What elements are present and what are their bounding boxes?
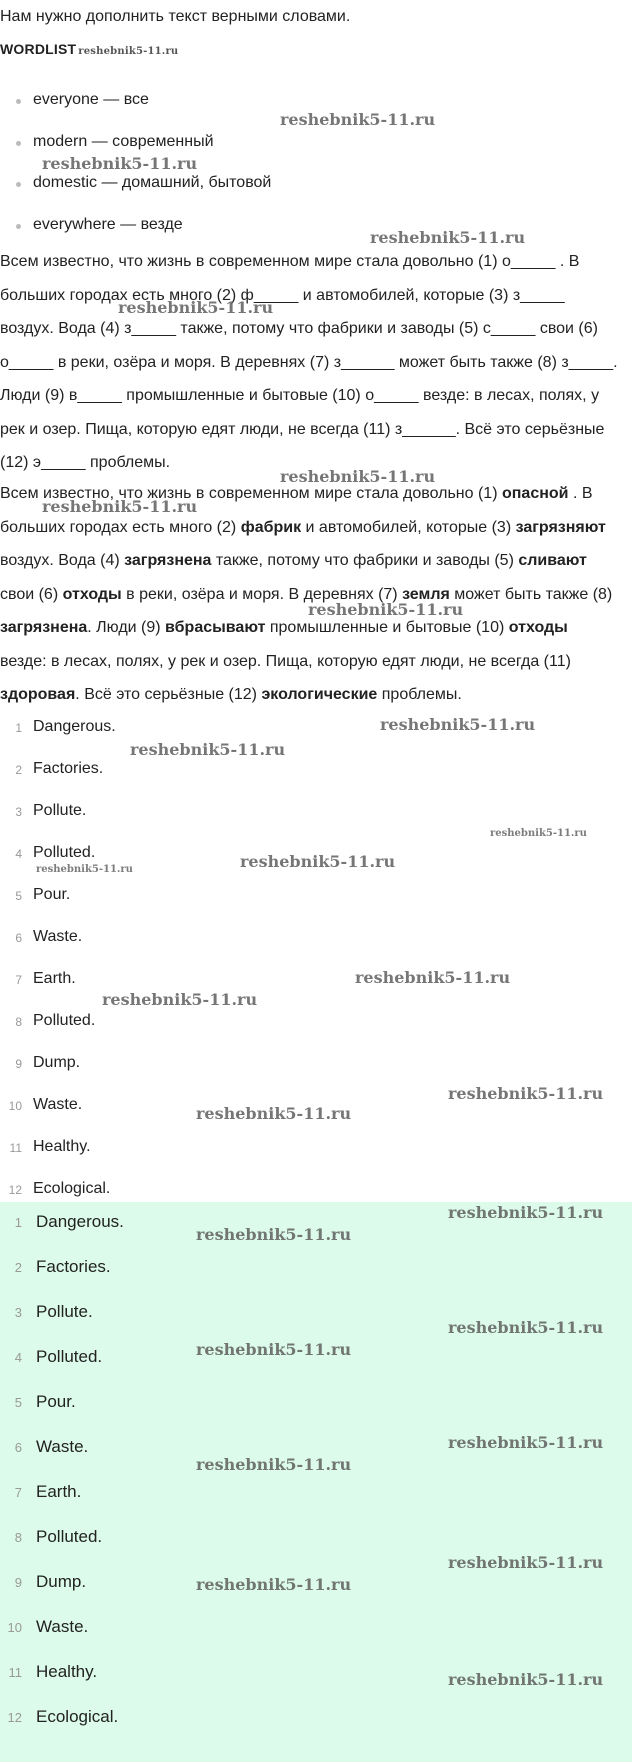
item-number: 11 [9, 1141, 22, 1155]
answer-text-segment: свои (6) [0, 585, 63, 603]
answer-text-segment: проблемы. [377, 686, 462, 703]
watermark: reshebnik5-11.ru [380, 715, 536, 734]
item-number: 7 [15, 973, 22, 987]
watermark: reshebnik5-11.ru [280, 110, 436, 129]
item-number: 10 [7, 1620, 22, 1635]
item-text: Dump. [36, 1572, 87, 1591]
item-text: Earth. [33, 970, 76, 987]
answer-text-segment: . Люди (9) [87, 619, 166, 636]
watermark: reshebnik5-11.ru [370, 228, 526, 247]
watermark: reshebnik5-11.ru [130, 740, 286, 759]
item-number: 6 [15, 931, 22, 945]
watermark: reshebnik5-11.ru [196, 1340, 352, 1359]
item-text: Pour. [36, 1392, 76, 1411]
item-text: Pollute. [36, 1302, 93, 1321]
watermark: reshebnik5-11.ru [448, 1553, 604, 1572]
item-number: 7 [14, 1485, 22, 1500]
answer-word: земля [402, 585, 450, 603]
watermark: reshebnik5-11.ru [118, 298, 274, 317]
watermark: reshebnik5-11.ru [36, 864, 133, 875]
item-text: Polluted. [36, 1527, 103, 1546]
task-paragraph: Всем известно, что жизнь в современном мире стала довольно (1) о_____ . В больших городах есть много (2) ф_____ и автомобилей, которые (3) з_____ воздух. Вода (4) з_____ также, потому что фабрики и заводы (5) с_____ свои (6) о_____ в реки, озёра и моря. В деревнях (7) з______ может быть также (8) з_____. Люди (9) в_____ промышленные и бытовые (10) о_____ везде: в лесах, полях, у рек и озер. Пища, которую едят люди, не всегда (11) з______. Всё это серьёзные (12) э_____ проблемы. [0, 253, 618, 471]
item-number: 5 [15, 889, 22, 903]
item-number: 9 [15, 1057, 22, 1071]
answer-word: фабрик [240, 518, 302, 536]
wordlist-item: domestic — домашний, бытовой [33, 174, 272, 191]
answer-text-segment: также, потому что фабрики и заводы (5) [211, 552, 519, 569]
answer-text-segment: в реки, озёра и моря. В деревнях (7) [121, 585, 403, 603]
bullet-icon [16, 182, 21, 187]
watermark: reshebnik5-11.ru [448, 1433, 604, 1452]
item-number: 8 [15, 1015, 22, 1029]
answer-word: отходы [508, 619, 568, 636]
item-number: 1 [15, 721, 22, 735]
item-number: 1 [14, 1215, 22, 1230]
item-number: 4 [14, 1350, 22, 1365]
watermark: reshebnik5-11.ru [42, 497, 198, 516]
item-text: Earth. [36, 1482, 82, 1501]
answer-text-segment: . Всё это серьёзные (12) [75, 686, 262, 703]
item-text: Ecological. [36, 1707, 119, 1726]
answer-text-segment: воздух. Вода (4) [0, 552, 125, 569]
item-text: Waste. [36, 1617, 89, 1636]
watermark: reshebnik5-11.ru [448, 1318, 604, 1337]
watermark: reshebnik5-11.ru [448, 1084, 604, 1103]
item-number: 12 [8, 1183, 22, 1197]
answer-word: экологические [261, 686, 378, 703]
item-text: Pour. [33, 886, 71, 903]
answer-word: загрязнена [124, 552, 212, 569]
answer-word: вбрасывают [165, 619, 266, 636]
bullet-icon [16, 99, 21, 104]
wordlist-item: everywhere — везде [33, 216, 183, 233]
watermark: reshebnik5-11.ru [355, 968, 511, 987]
item-number: 2 [15, 763, 22, 777]
watermark: reshebnik5-11.ru [196, 1104, 352, 1123]
watermark: reshebnik5-11.ru [308, 600, 464, 619]
item-text: Polluted. [36, 1347, 103, 1366]
bullet-icon [16, 141, 21, 146]
watermark: reshebnik5-11.ru [196, 1225, 352, 1244]
item-text: Polluted. [33, 1012, 96, 1029]
item-number: 8 [14, 1530, 22, 1545]
item-number: 12 [7, 1710, 22, 1725]
answer-text-segment: везде: в лесах, полях, у рек и озер. Пища, которую едят люди, не всегда (11) [0, 652, 571, 670]
item-number: 10 [8, 1099, 22, 1113]
item-text: Waste. [33, 1096, 83, 1113]
watermark: reshebnik5-11.ru [448, 1203, 604, 1222]
wordlist-title: WORDLIST [0, 41, 77, 57]
item-number: 4 [15, 847, 22, 861]
watermark: reshebnik5-11.ru [240, 852, 396, 871]
watermark: reshebnik5-11.ru [196, 1575, 352, 1594]
watermark: reshebnik5-11.ru [448, 1670, 604, 1689]
answer-word: сливают [518, 552, 587, 569]
answer-word: отходы [62, 585, 122, 603]
answer-word: здоровая [0, 686, 76, 703]
answer-text-segment: может быть также (8) [449, 585, 613, 603]
watermark: reshebnik5-11.ru [42, 154, 198, 173]
item-number: 5 [14, 1395, 22, 1410]
watermark: reshebnik5-11.ru [196, 1455, 352, 1474]
answer-text-segment: . В больших городах есть много (2) [0, 485, 593, 536]
watermark: reshebnik5-11.ru [78, 46, 179, 57]
item-number: 3 [14, 1305, 22, 1320]
item-text: Waste. [36, 1437, 89, 1456]
item-text: Ecological. [33, 1180, 111, 1197]
intro-text: Нам нужно дополнить текст верными словами. [0, 8, 351, 25]
answer-word: загрязняют [515, 518, 606, 536]
answer-word: загрязнена [0, 619, 88, 636]
item-number: 2 [14, 1260, 22, 1275]
item-text: Factories. [36, 1257, 111, 1276]
item-text: Dump. [33, 1054, 81, 1071]
item-number: 3 [15, 805, 22, 819]
bullet-icon [16, 224, 21, 229]
item-text: Pollute. [33, 802, 87, 819]
item-text: Factories. [33, 760, 104, 777]
item-text: Dangerous. [33, 718, 116, 735]
item-text: Waste. [33, 928, 83, 945]
item-number: 6 [14, 1440, 22, 1455]
wordlist-item: everyone — все [33, 91, 149, 108]
item-text: Healthy. [36, 1662, 98, 1681]
item-number: 11 [8, 1665, 22, 1680]
answer-text-segment: и автомобилей, которые (3) [301, 518, 516, 536]
item-number: 9 [14, 1575, 22, 1590]
watermark: reshebnik5-11.ru [280, 467, 436, 486]
wordlist-heading [0, 41, 178, 57]
item-text: Dangerous. [36, 1212, 124, 1231]
wordlist-item: modern — современный [33, 133, 214, 150]
watermark: reshebnik5-11.ru [490, 828, 587, 839]
watermark: reshebnik5-11.ru [102, 990, 258, 1009]
answer-word: опасной [501, 485, 569, 502]
item-text: Healthy. [33, 1138, 91, 1155]
answer-text-segment: промышленные и бытовые (10) [265, 619, 509, 636]
answer-text-segment: Всем известно, что жизнь в современном мире стала довольно (1) [0, 485, 502, 502]
item-text: Polluted. [33, 844, 96, 861]
